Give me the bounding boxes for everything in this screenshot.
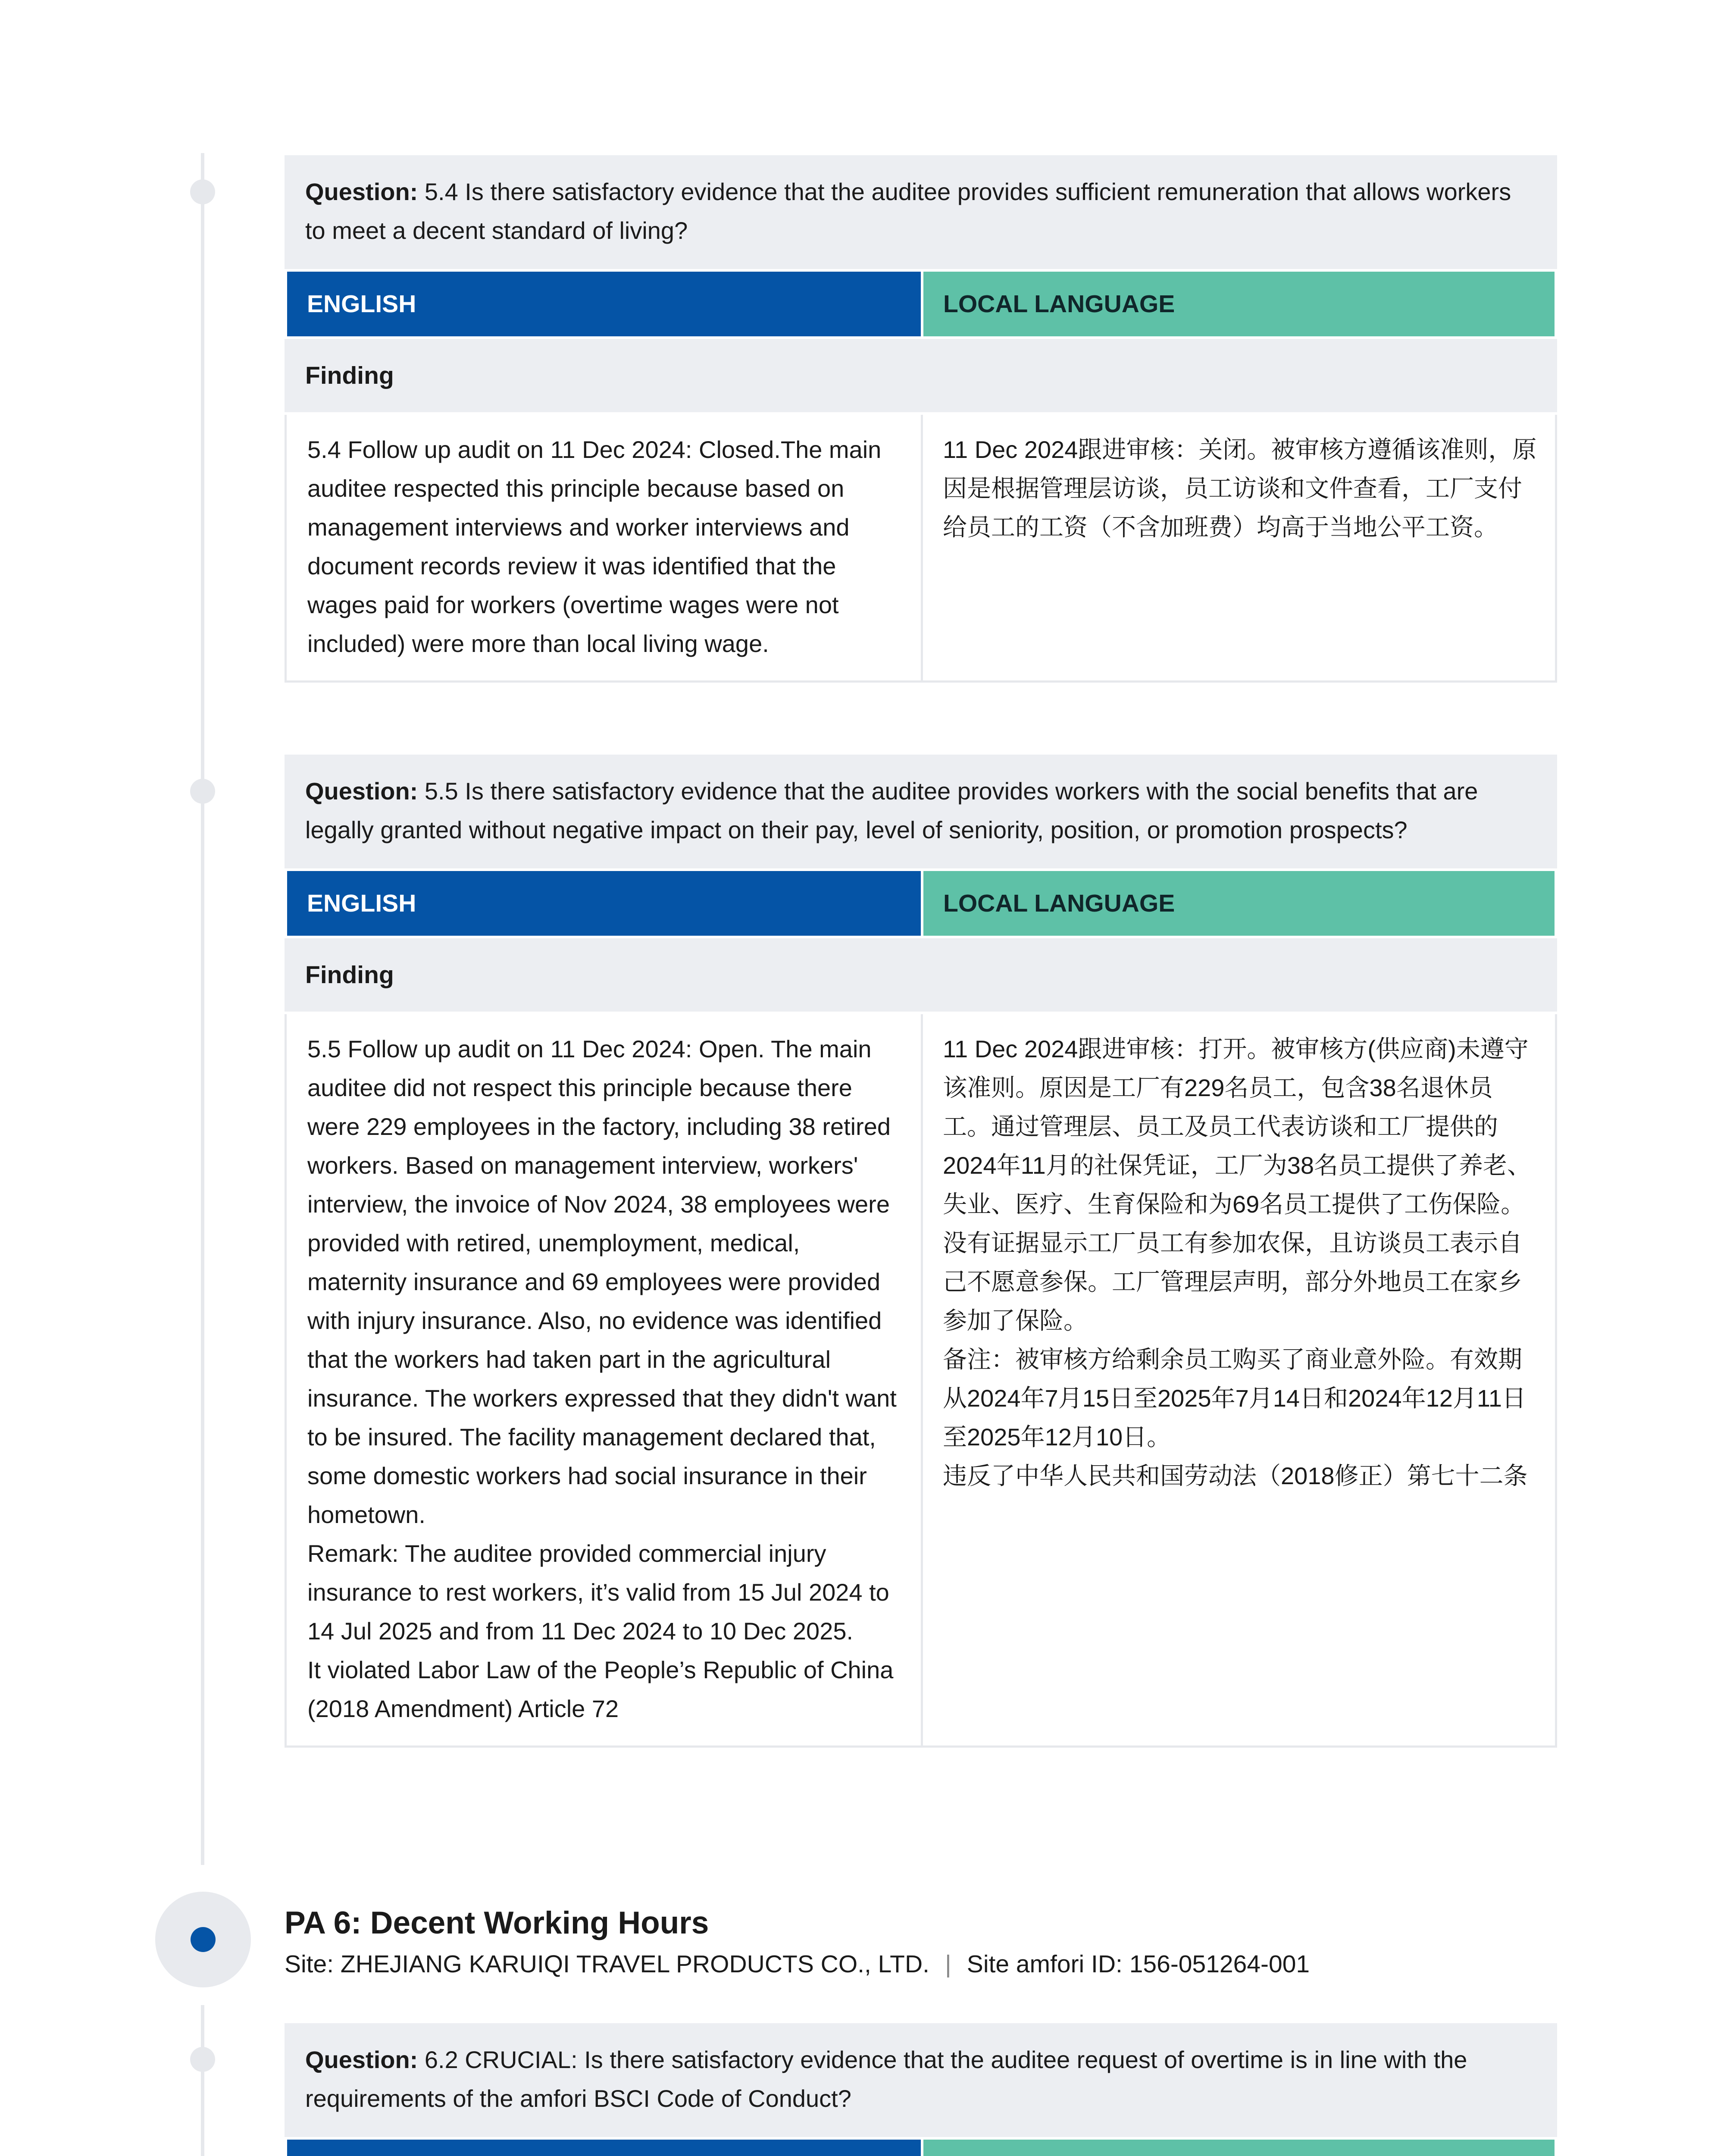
section-marker (155, 1892, 251, 1987)
question-label: Question: (305, 2046, 418, 2073)
site-name: Site: ZHEJIANG KARUIQI TRAVEL PRODUCTS CO., LTD. (285, 1950, 929, 1978)
finding-row (285, 415, 1557, 683)
local-language-header (923, 2140, 1555, 2156)
question-card (285, 2023, 1557, 2156)
section-title: PA 6: Decent Working Hours (285, 1905, 709, 1940)
site-id: Site amfori ID: 156-051264-001 (967, 1950, 1310, 1978)
question-label: Question: (305, 777, 418, 805)
timeline-line (201, 2005, 204, 2156)
finding-local: 11 Dec 2024跟进审核：打开。被审核方(供应商)未遵守该准则。原因是工厂有229名员工，包含38名退休员工。通过管理层、员工及员工代表访谈和工厂提供的2024年11月的社保凭证，工厂为38名员工提供了养老、失业、医疗、生育保险和为69名员工提供了工伤保险。没有证据显示工厂员工有参加农保，且访谈员工表示自己不愿意参保。工厂管理层声明，部分外地员工在家乡参加了保险。 备注：被审核方给剩余员工购买了商业意外险。有效期从2024年7月15日至2025年7月14日和2024年12月11日至2025年12月10日。 违反了中华人民共和国劳动法（2018修正）第七十二条 (943, 1035, 1531, 1489)
timeline-dot (190, 779, 215, 804)
timeline-dot (190, 2047, 215, 2072)
question-text: 6.2 CRUCIAL: Is there satisfactory evidence that the auditee request of overtime is in line with the requirements of the amfori BSCI Code of Conduct? (305, 2046, 1467, 2112)
local-language-header: LOCAL LANGUAGE (923, 272, 1555, 336)
english-header: ENGLISH (287, 871, 921, 936)
finding-label: Finding (285, 339, 1557, 412)
timeline-dot (190, 179, 215, 204)
english-header (287, 2140, 921, 2156)
timeline-line (201, 153, 204, 1865)
language-header (287, 2140, 1555, 2156)
question-text: 5.4 Is there satisfactory evidence that the auditee provides sufficient remuneration that allows workers to meet a decent standard of living? (305, 178, 1511, 244)
section-subtitle (285, 1950, 1310, 1978)
finding-local: 11 Dec 2024跟进审核：关闭。被审核方遵循该准则，原因是根据管理层访谈，员工访谈和文件查看，工厂支付给员工的工资（不含加班费）均高于当地公平工资。 (943, 436, 1537, 541)
question-box (285, 755, 1557, 868)
finding-label: Finding (285, 938, 1557, 1012)
question-box (285, 2023, 1557, 2137)
question-text: 5.5 Is there satisfactory evidence that the auditee provides workers with the social benefits that are legally granted without negative impact on their pay, level of seniority, position, or promotion prospects? (305, 777, 1478, 843)
english-header: ENGLISH (287, 272, 921, 336)
separator: | (945, 1950, 951, 1978)
finding-english: 5.5 Follow up audit on 11 Dec 2024: Open. The main auditee did not respect this principle because there were 229 employees in the factory, including 38 retired workers. Based on management interview, workers' interview, the invoice of Nov 2024, 38 employees were provided with retired, unemployment, medical, maternity insurance and 69 employees were provided with injury insurance. Also, no evidence was identified that the workers had taken part in the agricultural insurance. The workers expressed that they didn't want to be insured. The facility management declared that, some domestic workers had social insurance in their hometown. Remark: The auditee provided commercial injury insurance to rest workers, it’s valid from 15 Jul 2024 to 14 Jul 2025 and from 11 Dec 2024 to 10 Dec 2025. It violated Labor Law of the People’s Republic of China (2018 Amendment) Article 72 (287, 1014, 923, 1745)
question-box (285, 155, 1557, 269)
finding-row (285, 1014, 1557, 1748)
finding-english: 5.4 Follow up audit on 11 Dec 2024: Closed.The main auditee respected this principle because based on management interviews and worker interviews and document records review it was identified that the wages paid for workers (overtime wages were not included) were more than local living wage. (287, 415, 923, 680)
question-card (285, 155, 1557, 683)
question-label: Question: (305, 178, 418, 205)
question-card (285, 755, 1557, 1748)
local-language-header: LOCAL LANGUAGE (923, 871, 1555, 936)
section-marker-dot (191, 1927, 216, 1952)
language-header (287, 272, 1555, 336)
language-header (287, 871, 1555, 936)
